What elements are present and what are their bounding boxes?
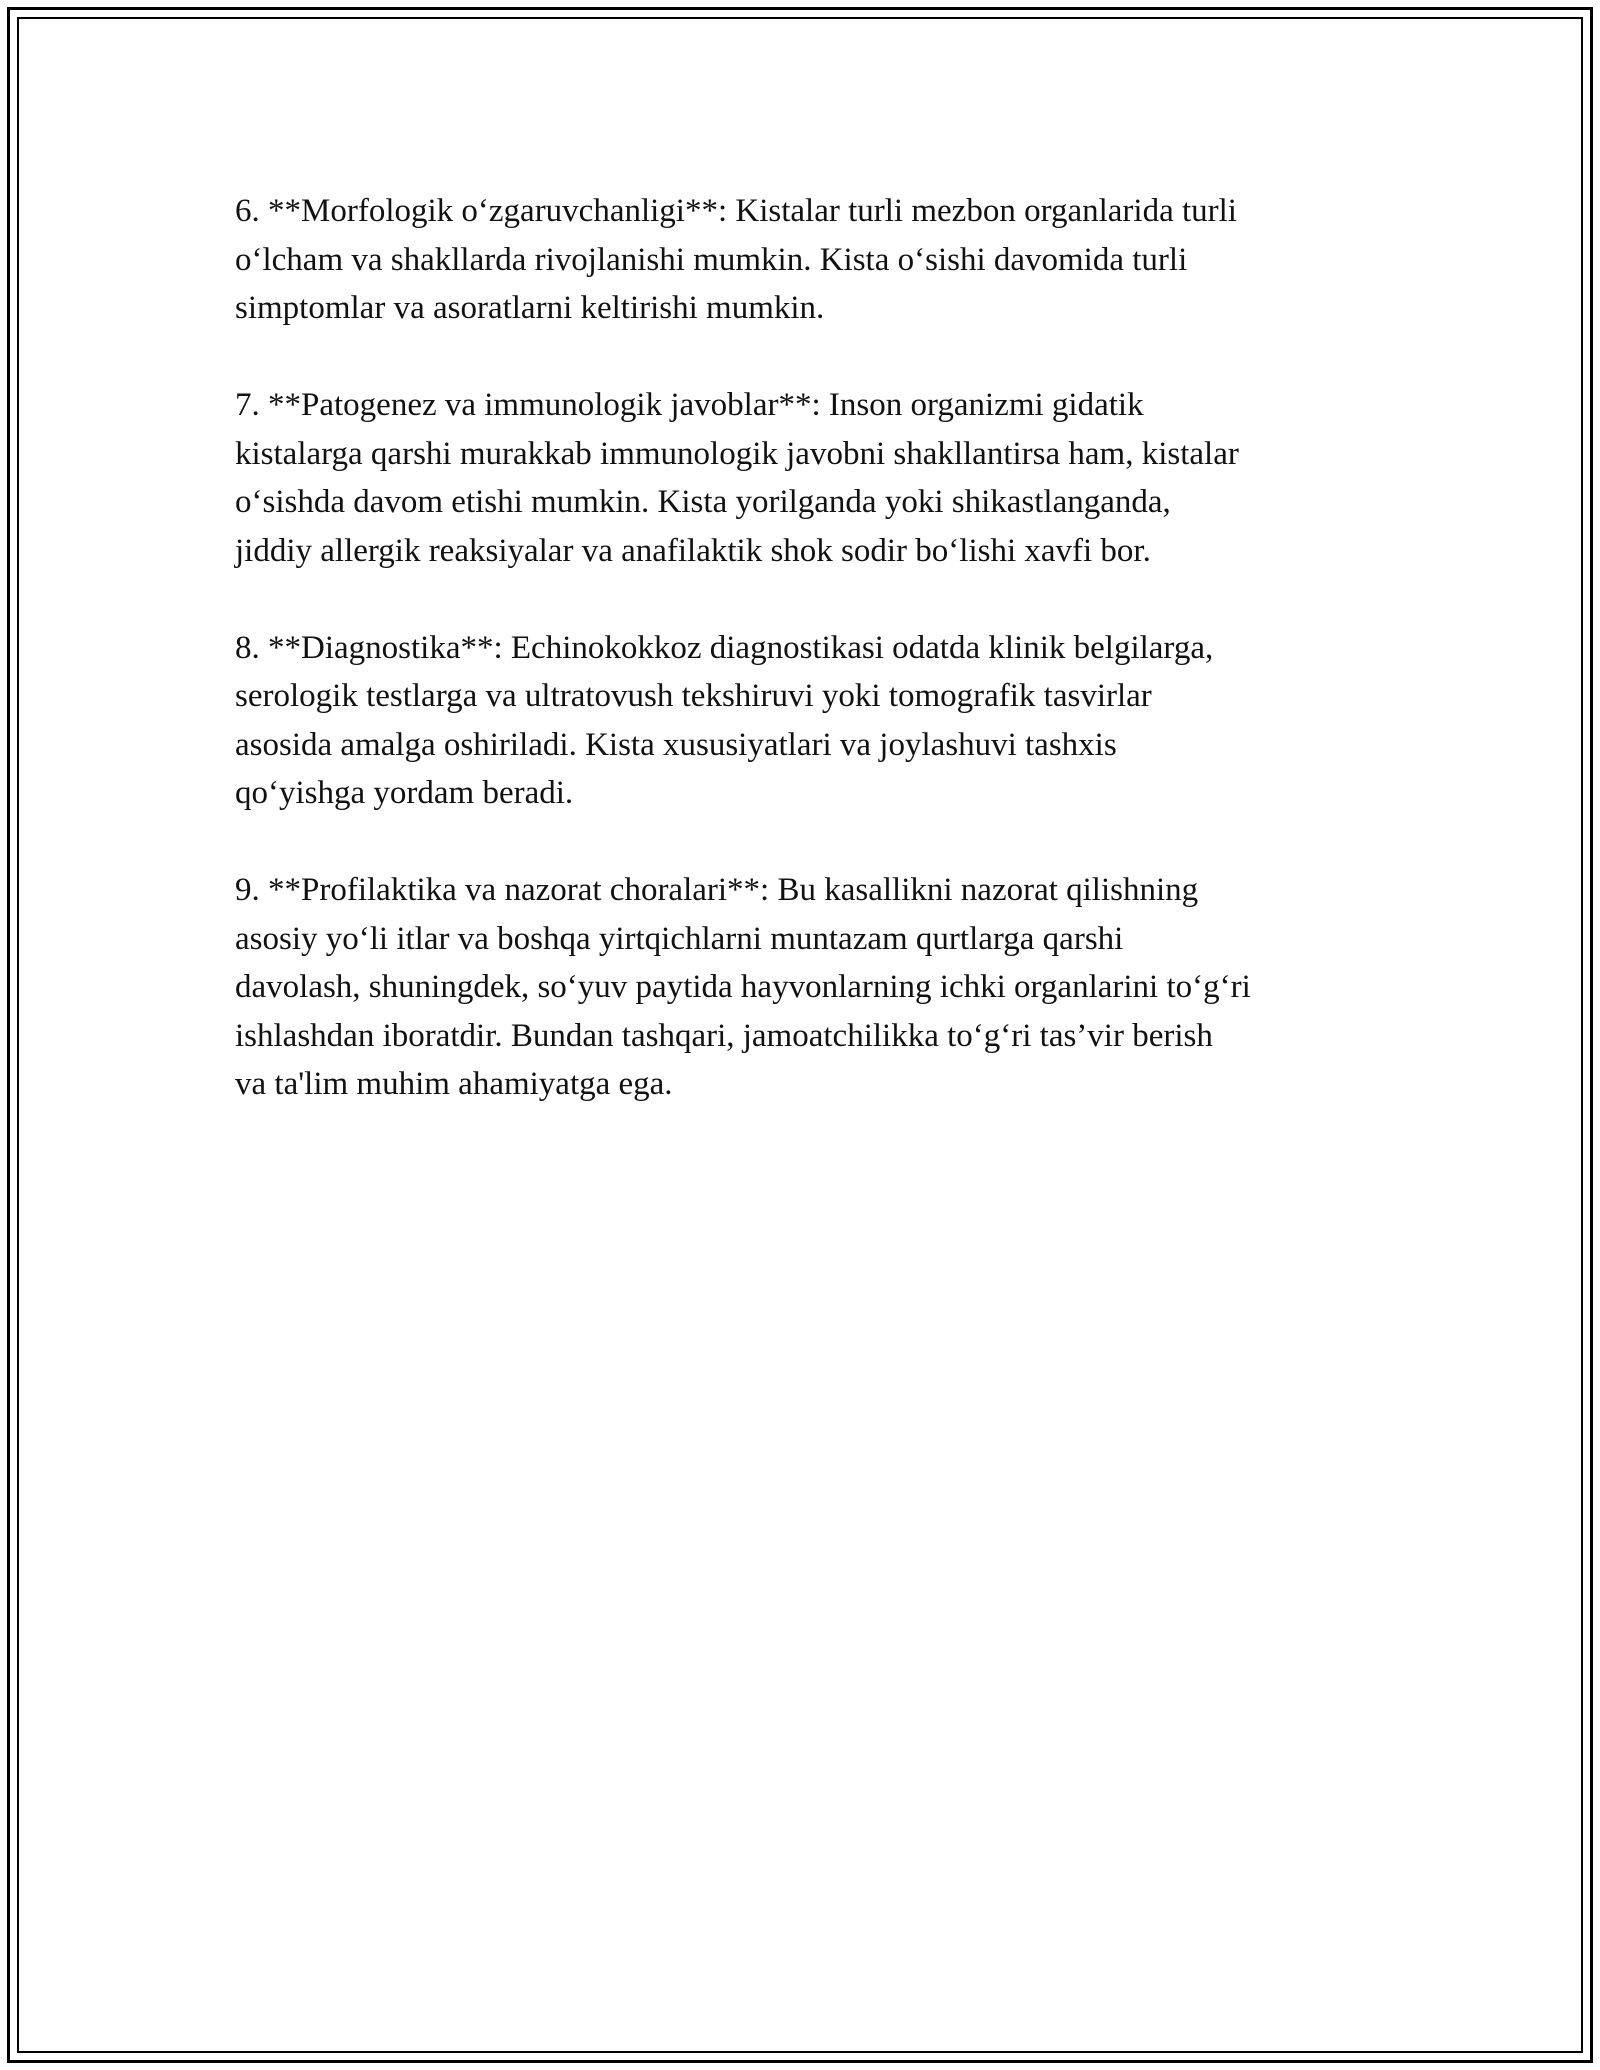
text-line: simptomlar va asoratlarni keltirishi mumkin. [235,290,825,326]
text-line: 8. **Diagnostika**: Echinokokkoz diagnostikasi odatda klinik belgilarga, [235,629,1214,666]
paragraph-prevention [235,866,1385,1109]
text-line: qo‘yishga yordam beradi. [235,775,574,811]
paragraph-pathogenesis [235,381,1385,575]
document-body [235,187,1385,1157]
text-line: serologik testlarga va ultratovush tekshiruvi yoki tomografik tasvirlar [235,678,1152,714]
text-line: va ta'lim muhim ahamiyatga ega. [235,1066,673,1102]
text-line: jiddiy allergik reaksiyalar va anafilaktik shok sodir bo‘lishi xavfi bor. [235,532,1151,569]
text-line: o‘lcham va shakllarda rivojlanishi mumkin. Kista o‘sishi davomida turli [235,241,1188,278]
paragraph-diagnostics [235,624,1385,818]
text-line: asosida amalga oshiriladi. Kista xususiyatlari va joylashuvi tashxis [235,726,1117,763]
text-line: 6. **Morfologik o‘zgaruvchanligi**: Kistalar turli mezbon organlarida turli [235,193,1237,229]
text-line: o‘sishda davom etishi mumkin. Kista yorilganda yoki shikastlanganda, [235,484,1171,520]
text-line: kistalarga qarshi murakkab immunologik javobni shakllantirsa ham, kistalar [235,435,1239,472]
text-line: asosiy yo‘li itlar va boshqa yirtqichlarni muntazam qurtlarga qarshi [235,920,1124,957]
text-line: davolash, shuningdek, so‘yuv paytida hayvonlarning ichki organlarini to‘g‘ri [235,969,1251,1005]
text-line: 9. **Profilaktika va nazorat choralari**: Bu kasallikni nazorat qilishning [235,872,1199,908]
paragraph-morphological-variability [235,187,1385,333]
text-line: 7. **Patogenez va immunologik javoblar**: Inson organizmi gidatik [235,387,1144,423]
text-line: ishlashdan iboratdir. Bundan tashqari, jamoatchilikka to‘g‘ri tas’vir berish [235,1017,1213,1054]
